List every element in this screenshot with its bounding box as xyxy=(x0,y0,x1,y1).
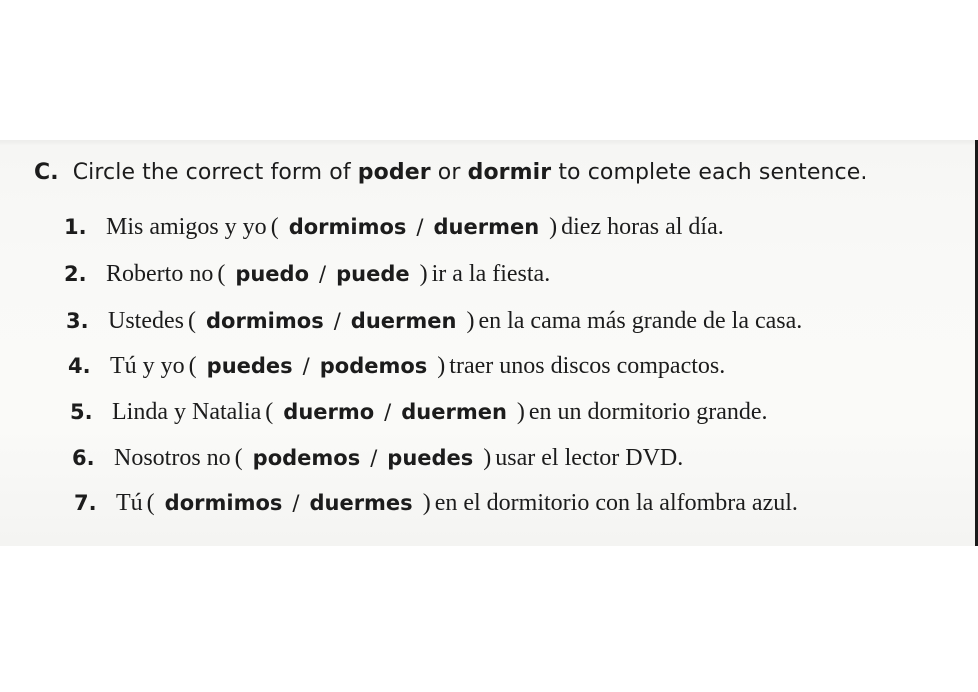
open-paren: ( xyxy=(217,261,226,287)
scanned-worksheet xyxy=(0,140,978,546)
item-sentence-start: Nosotros no xyxy=(114,445,231,471)
option-separator: / xyxy=(333,309,341,333)
exercise-letter: C. xyxy=(34,160,59,185)
open-paren: ( xyxy=(187,308,196,334)
option-separator: / xyxy=(292,491,300,515)
option-1[interactable]: podemos xyxy=(252,446,361,470)
close-paren: ) xyxy=(422,490,431,516)
close-paren: ) xyxy=(549,214,558,240)
close-paren: ) xyxy=(516,399,525,425)
close-paren: ) xyxy=(437,353,446,379)
close-paren: ) xyxy=(483,445,492,471)
item-sentence-end: en un dormitorio grande. xyxy=(528,399,768,425)
option-separator: / xyxy=(302,354,310,378)
option-2[interactable]: puedes xyxy=(387,446,474,470)
open-paren: ( xyxy=(234,445,243,471)
scan-shadow xyxy=(0,140,978,146)
item-sentence-start: Tú xyxy=(116,490,143,516)
exercise-item-1 xyxy=(64,214,724,241)
open-paren: ( xyxy=(265,399,274,425)
instruction-part1: Circle the correct form of xyxy=(72,160,351,185)
item-sentence-end: usar el lector DVD. xyxy=(495,445,684,471)
option-2[interactable]: duermen xyxy=(433,215,540,239)
item-sentence-start: Roberto no xyxy=(106,261,214,287)
item-sentence-start: Linda y Natalia xyxy=(112,399,262,425)
option-separator: / xyxy=(384,400,392,424)
exercise-item-5 xyxy=(70,399,768,426)
item-sentence-end: en el dormitorio con la alfombra azul. xyxy=(434,490,798,516)
option-2[interactable]: puede xyxy=(336,262,410,286)
item-number: 1. xyxy=(64,215,87,239)
item-number: 7. xyxy=(74,491,97,515)
open-paren: ( xyxy=(270,214,279,240)
option-separator: / xyxy=(370,446,378,470)
instruction-or: or xyxy=(437,160,461,185)
item-number: 5. xyxy=(70,400,93,424)
exercise-item-3 xyxy=(66,308,802,335)
option-2[interactable]: duermes xyxy=(309,491,413,515)
option-separator: / xyxy=(416,215,424,239)
exercise-heading xyxy=(34,160,867,185)
verb-dormir: dormir xyxy=(467,160,552,185)
item-sentence-start: Tú y yo xyxy=(110,353,185,379)
item-sentence-end: ir a la fiesta. xyxy=(431,261,551,287)
exercise-item-6 xyxy=(72,445,683,472)
verb-poder: poder xyxy=(357,160,431,185)
option-1[interactable]: puedes xyxy=(206,354,293,378)
close-paren: ) xyxy=(466,308,475,334)
open-paren: ( xyxy=(188,353,197,379)
item-number: 6. xyxy=(72,446,95,470)
option-1[interactable]: dormimos xyxy=(205,309,324,333)
option-1[interactable]: duermo xyxy=(283,400,375,424)
instruction-part2: to complete each sentence. xyxy=(558,160,868,185)
open-paren: ( xyxy=(146,490,155,516)
item-number: 2. xyxy=(64,262,87,286)
option-2[interactable]: duermen xyxy=(350,309,457,333)
item-sentence-end: traer unos discos compactos. xyxy=(449,353,726,379)
close-paren: ) xyxy=(419,261,428,287)
item-sentence-end: diez horas al día. xyxy=(561,214,724,240)
option-2[interactable]: duermen xyxy=(401,400,507,424)
item-sentence-end: en la cama más grande de la casa. xyxy=(478,308,803,334)
item-sentence-start: Ustedes xyxy=(108,308,184,334)
option-1[interactable]: dormimos xyxy=(164,491,283,515)
option-1[interactable]: dormimos xyxy=(288,215,407,239)
option-separator: / xyxy=(319,262,327,286)
option-2[interactable]: podemos xyxy=(319,354,428,378)
exercise-item-7 xyxy=(74,490,798,517)
exercise-item-4 xyxy=(68,353,725,380)
option-1[interactable]: puedo xyxy=(235,262,310,286)
item-number: 4. xyxy=(68,354,91,378)
exercise-item-2 xyxy=(64,261,550,288)
item-sentence-start: Mis amigos y yo xyxy=(106,214,267,240)
item-number: 3. xyxy=(66,309,89,333)
